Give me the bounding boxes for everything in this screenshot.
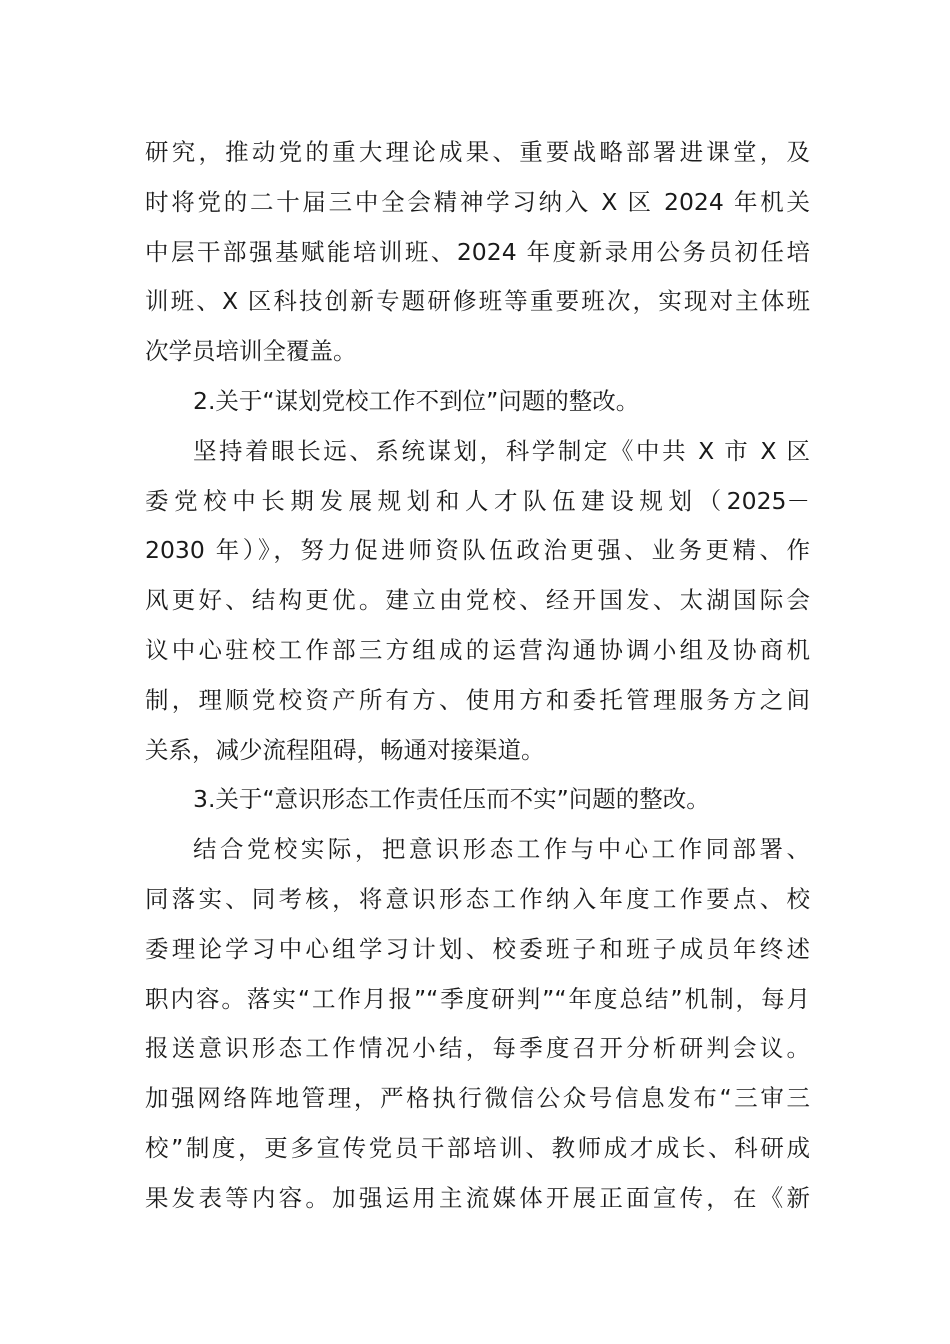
- text-line: 报送意识形态工作情况小结，每季度召开分析研判会议。: [145, 1034, 810, 1063]
- text-line: 校”制度，更多宣传党员干部培训、教师成才成长、科研成: [145, 1133, 810, 1162]
- paragraph-school-planning: [145, 427, 810, 776]
- text-line: 同落实、同考核，将意识形态工作纳入年度工作要点、校: [145, 884, 810, 913]
- text-line: 坚持着眼长远、系统谋划，科学制定《中共 X 市 X 区: [193, 436, 810, 465]
- text-line: 加强网络阵地管理，严格执行微信公众号信息发布“三审三: [145, 1084, 810, 1113]
- text-line: 风更好、结构更优。建立由党校、经开国发、太湖国际会: [145, 586, 810, 615]
- text-line: 职内容。落实“工作月报”“季度研判”“年度总结”机制，每月: [145, 984, 810, 1013]
- text-line: 议中心驻校工作部三方组成的运营沟通协调小组及协商机: [145, 635, 810, 664]
- text-line: 关系，减少流程阻碍，畅通对接渠道。: [145, 735, 545, 764]
- heading-line: 3.关于“意识形态工作责任压而不实”问题的整改。: [193, 785, 710, 814]
- text-line: 时将党的二十届三中全会精神学习纳入 X 区 2024 年机关: [145, 187, 810, 216]
- text-line: 果发表等内容。加强运用主流媒体开展正面宣传，在《新: [145, 1183, 810, 1212]
- text-line: 训班、X 区科技创新专题研修班等重要班次，实现对主体班: [145, 287, 810, 316]
- text-line: 次学员培训全覆盖。: [145, 337, 357, 366]
- document-body: [145, 128, 810, 1224]
- section-heading-2: [145, 377, 810, 427]
- text-line: 2030 年）》，努力促进师资队伍政治更强、业务更精、作: [145, 536, 810, 565]
- heading-line: 2.关于“谋划党校工作不到位”问题的整改。: [193, 386, 640, 415]
- text-line: 结合党校实际，把意识形态工作与中心工作同部署、: [193, 835, 810, 864]
- text-line: 中层干部强基赋能培训班、2024 年度新录用公务员初任培: [145, 237, 810, 266]
- text-line: 委党校中长期发展规划和人才队伍建设规划（2025－: [145, 486, 810, 515]
- text-line: 制，理顺党校资产所有方、使用方和委托管理服务方之间: [145, 685, 810, 714]
- section-heading-3: [145, 775, 810, 825]
- text-line: 委理论学习中心组学习计划、校委班子和班子成员年终述: [145, 934, 810, 963]
- paragraph-ideology-work: [145, 825, 810, 1223]
- text-line: 研究，推动党的重大理论成果、重要战略部署进课堂，及: [145, 138, 810, 166]
- paragraph-training-coverage: [145, 128, 810, 377]
